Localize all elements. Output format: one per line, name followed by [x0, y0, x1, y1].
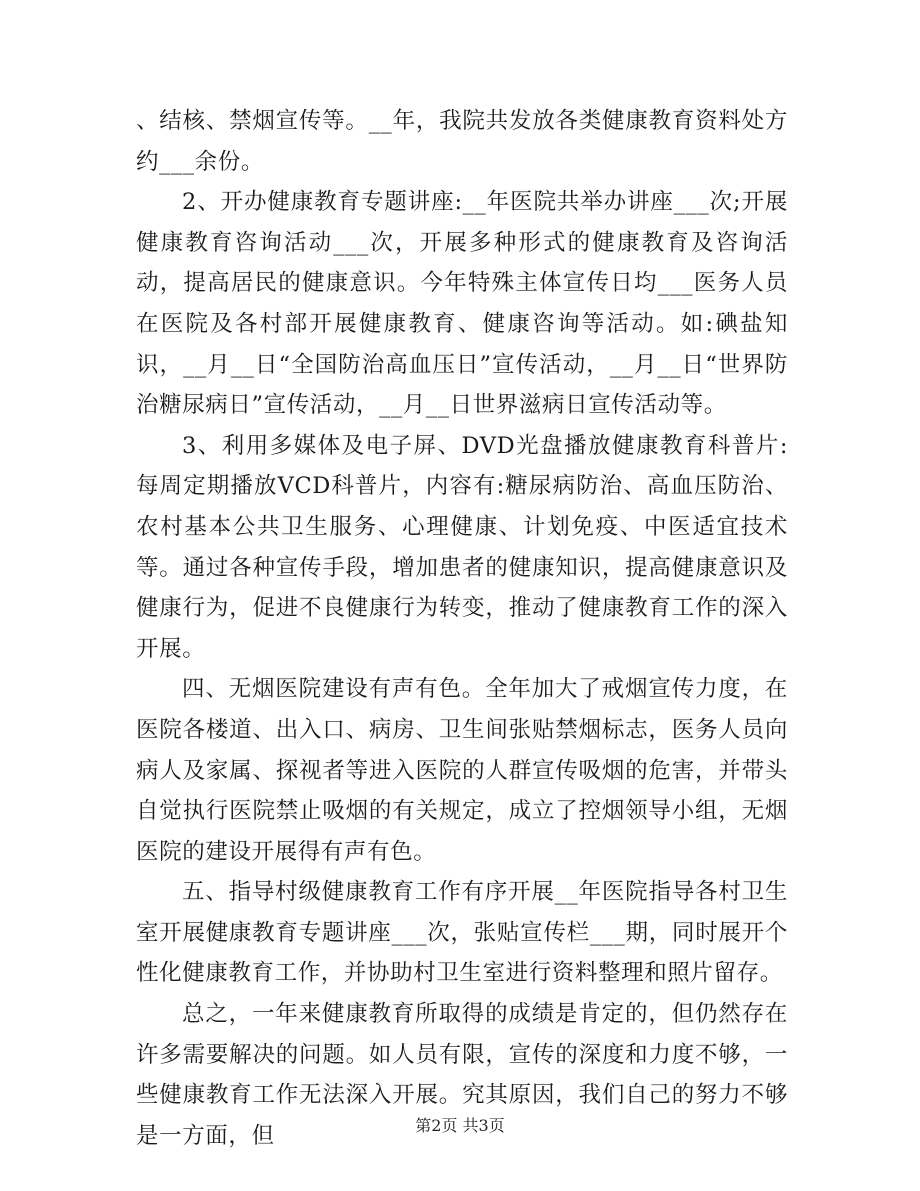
paragraph-summary: 总之，一年来健康教育所取得的成绩是肯定的，但仍然存在许多需要解决的问题。如人员有限，宣传的深度和力度不够，一些健康教育工作无法深入开展。究其原因，我们自己的努力不够是一方面，但: [136, 1001, 788, 1149]
paragraph-multimedia: 3、利用多媒体及电子屏、DVD光盘播放健康教育科普片:每周定期播放VCD科普片，内容有:糖尿病防治、高血压防治、农村基本公共卫生服务、心理健康、计划免疫、中医适宜技术等。通过各种宣传手段，增加患者的健康知识，提高健康意识及健康行为，促进不良健康行为转变，推动了健康教育工作的深入开展。: [136, 432, 788, 662]
paragraph-continuation: 、结核、禁烟宣传等。__年，我院共发放各类健康教育资料处方约___余份。: [136, 108, 788, 175]
paragraph-village-guidance: 五、指导村级健康教育工作有序开展__年医院指导各村卫生室开展健康教育专题讲座___次，张贴宣传栏___期，同时展开个性化健康教育工作，并协助村卫生室进行资料整理和照片留存。: [136, 879, 788, 987]
page-number-footer: 第2页 共3页: [415, 1116, 505, 1135]
paragraph-lectures: 2、开办健康教育专题讲座:__年医院共举办讲座___次;开展健康教育咨询活动___次，开展多种形式的健康教育及咨询活动，提高居民的健康意识。今年特殊主体宣传日均___医务人员在医院及各村部开展健康教育、健康咨询等活动。如:碘盐知识，__月__日“全国防治高血压日”宣传活动，__月__日“世界防治糖尿病日”宣传活动，__月__日世界滋病日宣传活动等。: [136, 189, 788, 419]
document-body: [136, 101, 788, 1156]
paragraph-smoke-free-hospital: 四、无烟医院建设有声有色。全年加大了戒烟宣传力度，在医院各楼道、出入口、病房、卫生间张贴禁烟标志，医务人员向病人及家属、探视者等进入医院的人群宣传吸烟的危害，并带头自觉执行医院禁止吸烟的有关规定，成立了控烟领导小组，无烟医院的建设开展得有声有色。: [136, 676, 788, 865]
